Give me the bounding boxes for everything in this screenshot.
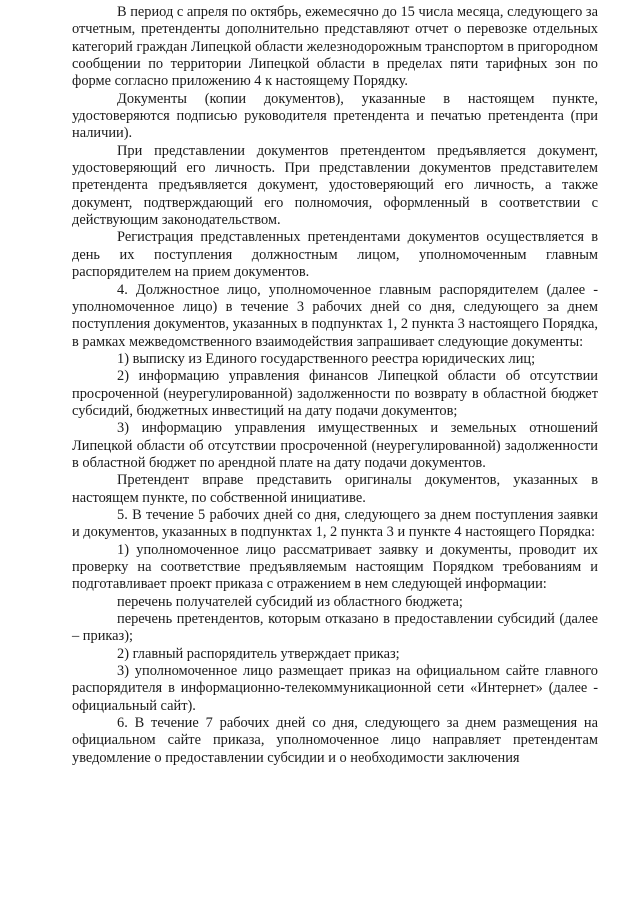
paragraph-identity-documents: При представлении документов претендентом предъявляется документ, удостоверяющий его личность. При представлении документов представителем претендента предъявляется документ, удостоверяющий его личность, а также документ, подтверждающий его полномочия, оформленный в соответствии с действующим законодательством. <box>72 142 598 229</box>
paragraph-originals: Претендент вправе представить оригиналы документов, указанных в настоящем пункте, по собственной инициативе. <box>72 472 598 506</box>
paragraph-item-4-1: 1) выписку из Единого государственного реестра юридических лиц; <box>117 350 536 367</box>
paragraph-item-6: 6. В течение 7 рабочих дней со дня, следующего за днем размещения на официальном сайте приказа, уполномоченное лицо направляет претендентам уведомление о предоставлении субсидии и о необходимости заключения <box>72 715 598 766</box>
paragraph-report-period: В период с апреля по октябрь, ежемесячно до 15 числа месяца, следующего за отчетным, претенденты дополнительно представляют отчет о перевозке отдельных категорий граждан Липецкой области железнодорожным транспортом в пригородном сообщении по территории Липецкой области в пределах пяти тарифных зон по форме согласно приложению 4 к настоящему Порядку. <box>72 4 598 90</box>
paragraph-item-4: 4. Должностное лицо, уполномоченное главным распорядителем (далее - уполномоченное лицо) в течение 3 рабочих дней со дня, следующего за днем поступления документов, указанных в подпунктах 1, 2 пункта 3 настоящего Порядка, в рамках межведомственного взаимодействия запрашивает следующие документы: <box>72 281 598 350</box>
paragraph-item-4-3: 3) информацию управления имущественных и земельных отношений Липецкой области об отсутствии просроченной (неурегулированной) задолженности в областной бюджет по арендной плате на дату подачи документов. <box>72 420 598 471</box>
paragraph-item-5-2: 2) главный распорядитель утверждает приказ; <box>117 645 400 662</box>
paragraph-recipients-list: перечень получателей субсидий из областного бюджета; <box>117 593 463 610</box>
paragraph-item-4-2: 2) информацию управления финансов Липецкой области об отсутствии просроченной (неурегулированной) задолженности по возврату в областной бюджет субсидий, бюджетных инвестиций на дату подачи документов; <box>72 368 598 419</box>
paragraph-registration: Регистрация представленных претендентами документов осуществляется в день их поступления должностным лицом, уполномоченным главным распорядителем на прием документов. <box>72 229 598 281</box>
paragraph-documents-certified: Документы (копии документов), указанные в настоящем пункте, удостоверяются подписью руководителя претендента и печатью претендента (при наличии). <box>72 90 598 142</box>
paragraph-item-5-1: 1) уполномоченное лицо рассматривает заявку и документы, проводит их проверку на соответствие предъявляемым настоящим Порядком требованиям и подготавливает проект приказа с отражением в нем следующей информации: <box>72 541 598 593</box>
paragraph-rejected-list: перечень претендентов, которым отказано в предоставлении субсидий (далее – приказ); <box>72 611 598 645</box>
document-body <box>72 4 598 767</box>
paragraph-item-5: 5. В течение 5 рабочих дней со дня, следующего за днем поступления заявки и документов, указанных в подпунктах 1, 2 пункта 3 и пункте 4 настоящего Порядка: <box>72 506 598 541</box>
paragraph-item-5-3: 3) уполномоченное лицо размещает приказ на официальном сайте главного распорядителя в информационно-телекоммуникационной сети «Интернет» (далее - официальный сайт). <box>72 663 598 714</box>
